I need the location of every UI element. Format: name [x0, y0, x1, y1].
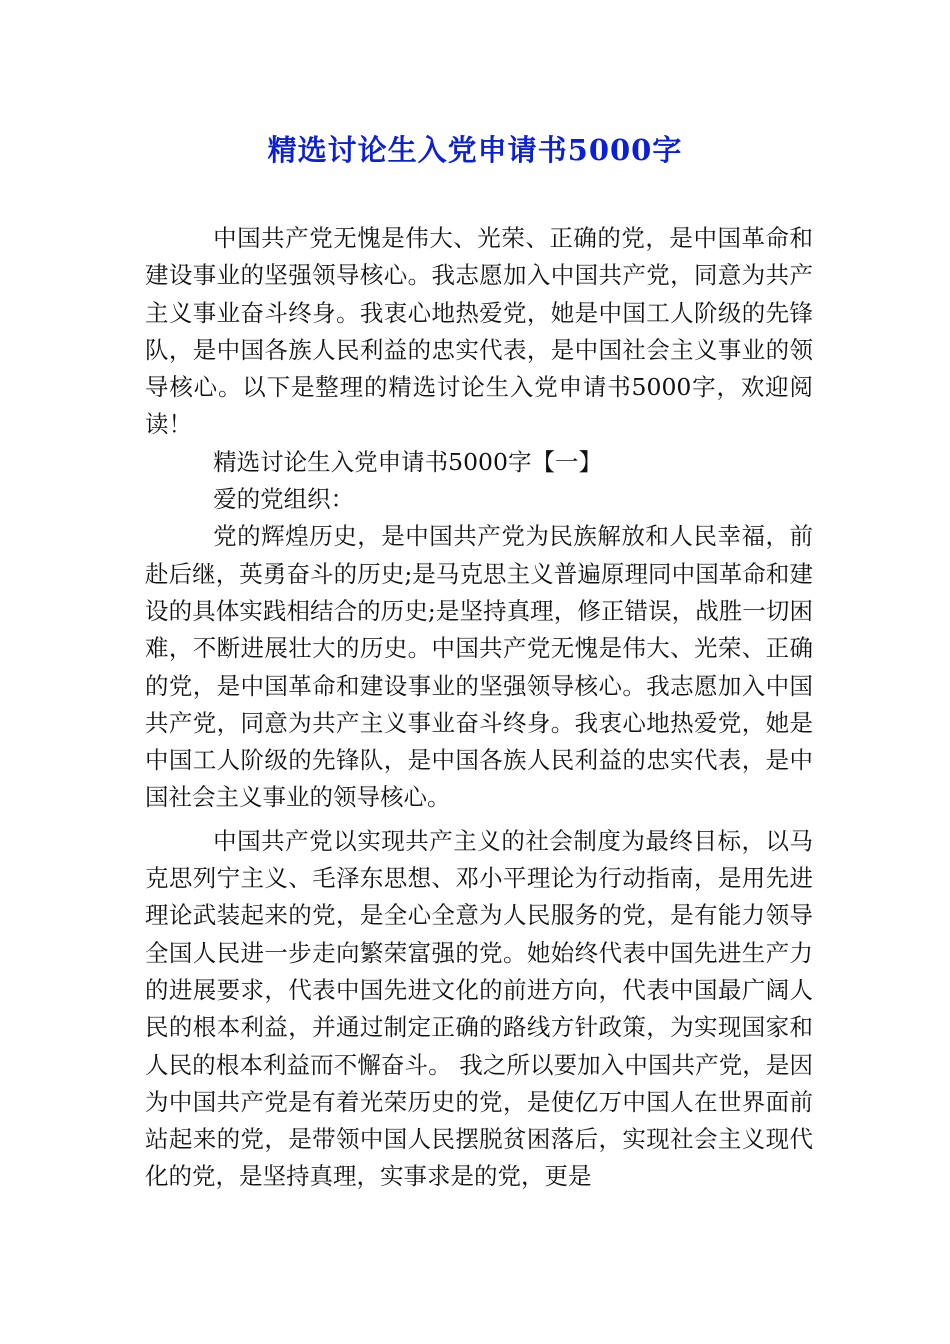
document-body [145, 220, 813, 1196]
intro-paragraph: 中国共产党无愧是伟大、光荣、正确的党，是中国革命和建设事业的坚强领导核心。我志愿加入中国共产党，同意为共产主义事业奋斗终身。我衷心地热爱党，她是中国工人阶级的先锋队，是中国各族人民利益的忠实代表，是中国社会主义事业的领导核心。以下是整理的精选讨论生入党申请书5000字，欢迎阅读！ [145, 224, 813, 439]
document-title: 精选讨论生入党申请书5000字 [267, 133, 683, 167]
body-paragraph: 党的辉煌历史，是中国共产党为民族解放和人民幸福，前赴后继，英勇奋斗的历史;是马克思主义普遍原理同中国革命和建设的具体实践相结合的历史;是坚持真理，修正错误，战胜一切困难，不断进展壮大的历史。中国共产党无愧是伟大、光荣、正确的党，是中国革命和建设事业的坚强领导核心。我志愿加入中国共产党，同意为共产主义事业奋斗终身。我衷心地热爱党，她是中国工人阶级的先锋队，是中国各族人民利益的忠实代表，是中国社会主义事业的领导核心。 [145, 522, 813, 812]
body-paragraph: 中国共产党以实现共产主义的社会制度为最终目标，以马克思列宁主义、毛泽东思想、邓小平理论为行动指南，是用先进理论武装起来的党，是全心全意为人民服务的党，是有能力领导全国人民进一步走向繁荣富强的党。她始终代表中国先进生产力的进展要求，代表中国先进文化的前进方向，代表中国最广阔人民的根本利益，并通过制定正确的路线方针政策，为实现国家和人民的根本利益而不懈奋斗。 我之所以要加入中国共产党，是因为中国共产党是有着光荣历史的党，是使亿万中国人在世界面前站起来的党，是带领中国人民摆脱贫困落后，实现社会主义现代化的党，是坚持真理，实事求是的党，更是 [145, 826, 813, 1191]
salutation: 爱的党组织： [213, 485, 355, 514]
section-heading: 精选讨论生入党申请书5000字【一】 [213, 447, 602, 476]
